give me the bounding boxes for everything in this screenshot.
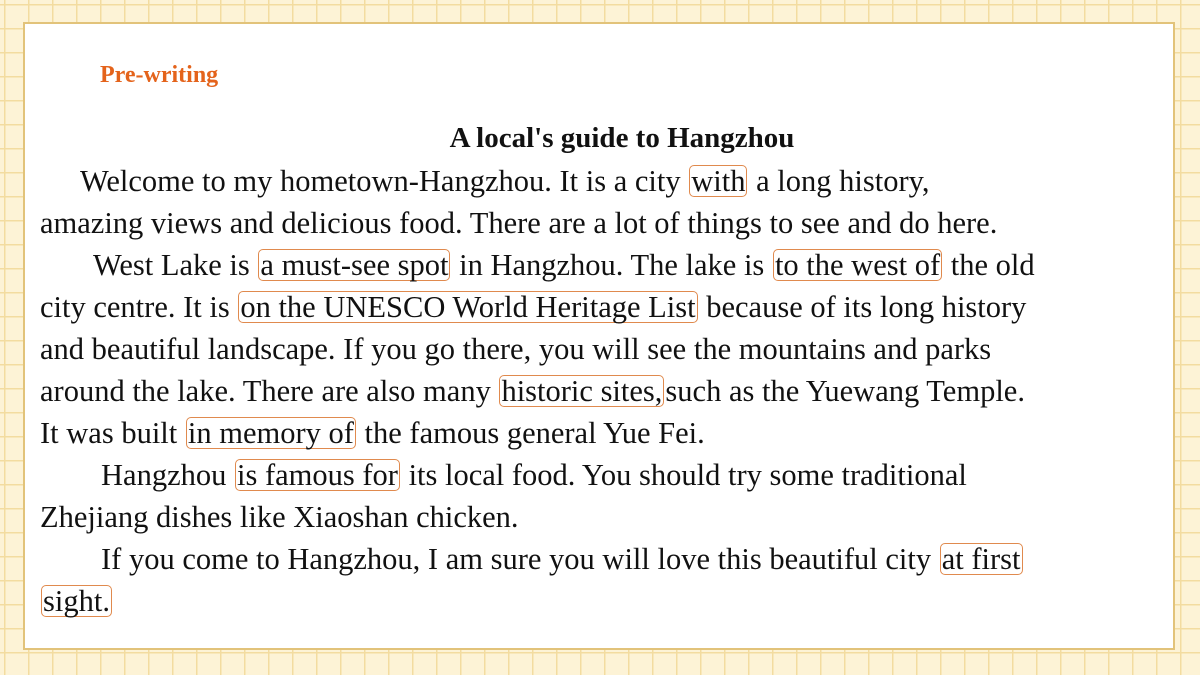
paragraph-2-line-1 bbox=[40, 244, 1180, 286]
text-segment: If you come to Hangzhou, I am sure you will love this beautiful city bbox=[101, 542, 932, 576]
text-segment: around the lake. There are also many bbox=[40, 374, 491, 408]
text-segment: city centre. It is bbox=[40, 290, 230, 324]
text-segment: the famous general Yue Fei. bbox=[364, 416, 705, 450]
paragraph-4-line-2 bbox=[40, 580, 1180, 622]
text-segment: a long history, bbox=[756, 164, 930, 198]
text-segment: It was built bbox=[40, 416, 178, 450]
text-segment: such as the Yuewang Temple. bbox=[665, 374, 1025, 408]
article-body bbox=[40, 160, 1180, 622]
highlighted-phrase: is famous for bbox=[236, 458, 398, 492]
paragraph-1-line-2: amazing views and delicious food. There are a lot of things to see and do here. bbox=[40, 206, 998, 240]
paragraph-2-line-3: and beautiful landscape. If you go there, you will see the mountains and parks bbox=[40, 332, 992, 366]
text-segment: Hangzhou bbox=[101, 458, 227, 492]
paragraph-2-line-5 bbox=[40, 412, 1180, 454]
text-segment: West Lake is bbox=[93, 248, 250, 282]
highlighted-phrase: to the west of bbox=[774, 248, 941, 282]
text-segment: the old bbox=[950, 248, 1035, 282]
highlighted-phrase: with bbox=[691, 164, 746, 198]
section-label: Pre-writing bbox=[100, 62, 219, 88]
highlighted-phrase: on the UNESCO World Heritage List bbox=[240, 290, 696, 324]
highlighted-phrase: historic sites, bbox=[501, 374, 663, 408]
paragraph-2-line-4 bbox=[40, 370, 1180, 412]
paragraph-3-line-2: Zhejiang dishes like Xiaoshan chicken. bbox=[40, 500, 519, 534]
highlighted-phrase: sight. bbox=[43, 584, 110, 618]
text-segment: its local food. You should try some traditional bbox=[408, 458, 967, 492]
text-segment: in Hangzhou. The lake is bbox=[459, 248, 765, 282]
text-segment: because of its long history bbox=[706, 290, 1027, 324]
paragraph-1-line-1 bbox=[40, 160, 1180, 202]
paragraph-2-line-2 bbox=[40, 286, 1180, 328]
highlighted-phrase: at first bbox=[941, 542, 1021, 576]
paragraph-3-line-1 bbox=[40, 454, 1180, 496]
paragraph-4-line-1 bbox=[40, 538, 1180, 580]
highlighted-phrase: in memory of bbox=[187, 416, 354, 450]
text-segment: Welcome to my hometown-Hangzhou. It is a city bbox=[80, 164, 681, 198]
article-title: A local's guide to Hangzhou bbox=[449, 122, 795, 154]
highlighted-phrase: a must-see spot bbox=[260, 248, 449, 282]
